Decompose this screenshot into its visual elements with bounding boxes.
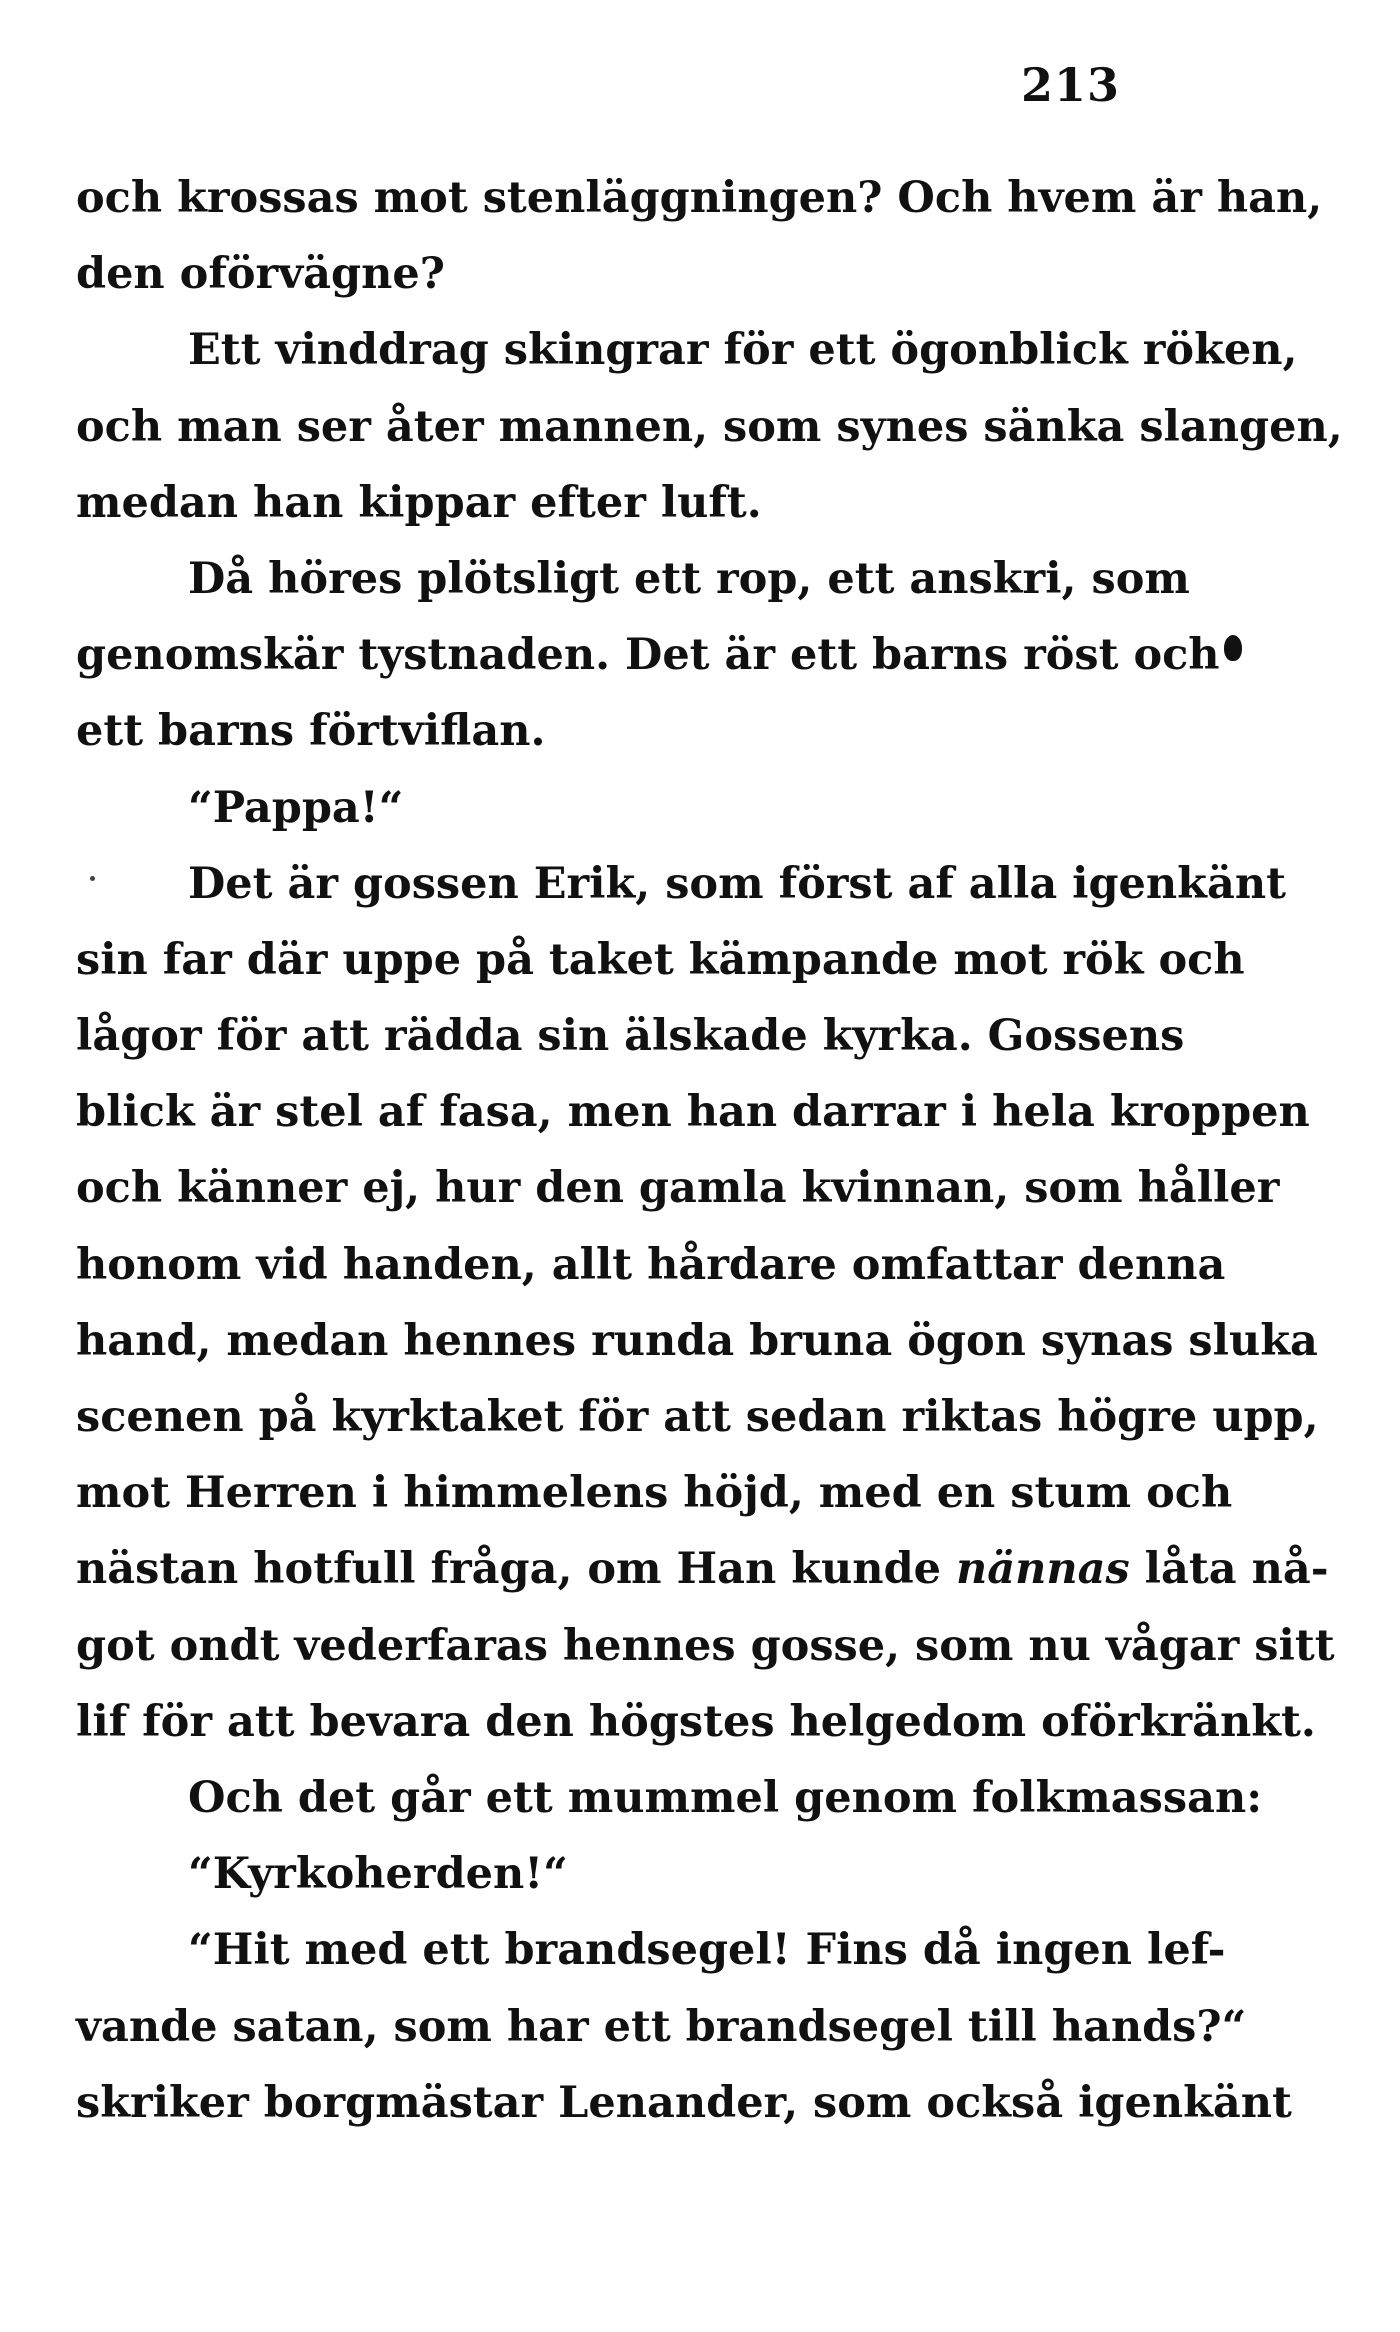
- text-line: blick är stel af fasa, men han darrar i hela kroppen: [76, 1087, 1310, 1138]
- text-line: sin far där uppe på taket kämpande mot rök och: [76, 934, 1245, 985]
- text-line: Då höres plötsligt ett rop, ett anskri, som: [188, 553, 1190, 604]
- text-line: och krossas mot stenläggningen? Och hvem är han,: [76, 173, 1323, 223]
- text-line: och man ser åter mannen, som synes sänka slangen,: [76, 401, 1343, 452]
- ink-speck: [90, 876, 95, 881]
- text-line: scenen på kyrktaket för att sedan riktas högre upp,: [76, 1392, 1319, 1442]
- text-line: och känner ej, hur den gamla kvinnan, som håller: [76, 1163, 1280, 1214]
- text-line: hand, medan hennes runda bruna ögon synas sluka: [76, 1315, 1318, 1366]
- text-line: Ett vinddrag skingrar för ett ögonblick röken,: [188, 325, 1298, 376]
- margin-ink-mark: [1224, 635, 1242, 661]
- text-line: lif för att bevara den högstes helgedom oförkränkt.: [76, 1696, 1316, 1747]
- text-line: honom vid handen, allt hårdare omfattar denna: [76, 1239, 1226, 1290]
- text-line: ett barns förtviflan.: [76, 706, 546, 757]
- text-line: [76, 1531, 1329, 1607]
- page-number: 213: [1020, 58, 1120, 112]
- text-line: Det är gossen Erik, som först af alla igenkänt: [188, 858, 1286, 909]
- text-line: lågor för att rädda sin älskade kyrka. Gossens: [76, 1011, 1185, 1062]
- text-line: skriker borgmästar Lenander, som också igenkänt: [76, 2077, 1292, 2128]
- italic-word: nännas: [955, 1544, 1130, 1595]
- body-text: [76, 160, 1343, 2141]
- text-line: got ondt vederfaras hennes gosse, som nu vågar sitt: [76, 1620, 1335, 1671]
- text-segment: låta nå-: [1129, 1544, 1329, 1595]
- text-line: vande satan, som har ett brandsegel till hands?“: [76, 2001, 1247, 2052]
- text-line: Och det går ett mummel genom folkmassan:: [188, 1772, 1263, 1823]
- text-segment: nästan hotfull fråga, om Han kunde: [76, 1544, 956, 1595]
- text-line: mot Herren i himmelens höjd, med en stum och: [76, 1468, 1233, 1519]
- text-line: den oförvägne?: [76, 249, 445, 300]
- text-line: genomskär tystnaden. Det är ett barns röst och: [76, 630, 1220, 681]
- text-line: “Hit med ett brandsegel! Fins då ingen lef-: [188, 1925, 1226, 1976]
- text-line: “Kyrkoherden!“: [188, 1849, 568, 1900]
- text-line: medan han kippar efter luft.: [76, 477, 762, 528]
- text-line: “Pappa!“: [188, 782, 404, 833]
